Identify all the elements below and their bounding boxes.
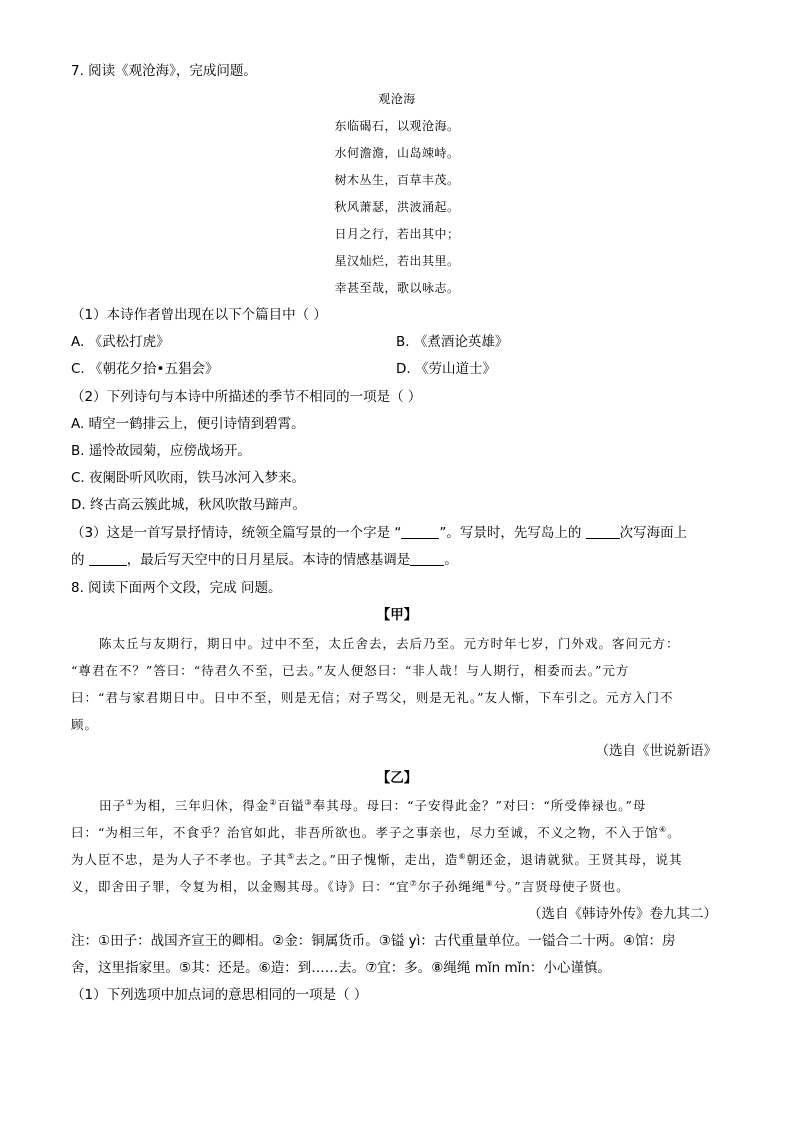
passage-text: 去之。”田子愧惭，走出，造 [295,852,459,867]
poem-line: 东临碣石，以观沧海。 [334,119,460,133]
passage-yi-heading: 【乙】 [376,770,418,786]
passage-text: 兮。”言贤母使子贤也。 [493,879,630,894]
passage-line: 陈太丘与友期行，期日中。过中不至，太丘舍去，去后乃至。元方时年七岁，门外戏。客问元方： [99,636,680,651]
poem-line: 幸甚至哉，歌以咏志。 [334,281,460,295]
q7-sub1-option-d[interactable]: D. 《劳山道士》 [396,361,496,377]
q7-sub3-line1 [71,524,687,542]
q7-sub2-option-d[interactable]: D. 终古高云簇此城，秋风吹散马蹄声。 [71,497,306,513]
passage-jia-source: （选自《世说新语》 [595,743,717,759]
passage-text: 奉其母。母曰：“子安得此金？”对曰：“所受俸禄也。”母 [312,798,647,813]
q7-sub2-option-a[interactable]: A. 晴空一鹤排云上，便引诗情到碧霄。 [71,416,305,432]
passage-text: 曰：“为相三年，不食乎？治官如此，非吾所欲也。孝子之事亲也，尽力至诚，不义之物，不入于馆 [71,825,659,840]
passage-text: 田子 [99,798,127,813]
footnote-mark: ① [126,797,135,807]
footnote-mark: ⑤ [287,851,296,861]
q7-sub3-text: ”。写景时，先写岛上的 [439,525,586,541]
q8-sub1-question: （1）下列选项中加点词的意思相同的一项是（ ） [71,987,368,1003]
passage-line [99,796,646,814]
footnote-mark: ④ [658,824,668,834]
q7-sub3-text: ，最后写天空中的日月星辰。本诗的情感基调是 [126,552,411,568]
footnote-mark: ⑦ [409,878,418,888]
passage-text: 为相，三年归休，得金 [134,798,270,813]
passage-jia-heading: 【甲】 [376,607,418,623]
passage-line: 曰：“为相三年，不食乎？治官如此，非吾所欲也。孝子之事亲也，尽力至诚，不义之物，不入于馆④。 [71,824,681,840]
q7-sub1-option-b[interactable]: B. 《煮酒论英雄》 [396,334,509,350]
answer-blank[interactable] [586,524,620,539]
poem-line: 日月之行，若出其中； [334,227,460,241]
passage-line: 顾。 [71,717,99,732]
q7-sub3-text: 的 [71,552,89,568]
q7-sub3-text: （3）这是一首写景抒情诗，统领全篇写景的一个字是 “ [71,525,402,541]
notes-line: 注：①田子：战国齐宣王的卿相。②金：铜属货币。③镒 yì：古代重量单位。一镒合二十两。④馆：房 [71,933,676,949]
q7-sub2-option-c[interactable]: C. 夜阑卧听风吹雨，铁马冰河入梦来。 [71,470,306,486]
passage-line: 曰：“君与家君期日中。日中不至，则是无信；对子骂父，则是无礼。”友人惭，下车引之。元方入门不 [71,690,674,705]
poem-line: 秋风萧瑟，洪波涌起。 [334,200,460,214]
q7-sub3-text: 。 [444,552,458,568]
passage-text: 朝还金，退请就狱。王贤其母，说其 [466,852,683,867]
q7-sub3-line2 [71,551,458,569]
footnote-mark: ⑧ [485,878,494,888]
passage-text: 义，即舍田子罪，令复为相，以金赐其母。《诗》曰：“宜 [71,879,410,894]
footnote-mark: ② [269,797,278,807]
poem-line: 树木丛生，百草丰茂。 [334,173,460,187]
q7-sub1-option-c[interactable]: C. 《朝花夕拾•五猖会》 [71,361,219,377]
notes-line: 舍，这里指家里。⑤其：还是。⑥造：到……去。⑦宜：多。⑧绳绳 mǐn mǐn：小心谨慎。 [71,960,611,976]
passage-line [71,850,683,868]
q7-sub1-option-a[interactable]: A. 《武松打虎》 [71,334,170,350]
passage-yi-source: （选自《韩诗外传》卷九其二） [528,906,717,922]
passage-line: “尊君在不？”答曰：“待君久不至，已去。”友人便怒曰：“非人哉！与人期行，相委而去。”元方 [71,663,630,678]
q8-stem: 8. 阅读下面两个文段，完成 问题。 [71,580,282,596]
passage-text: 尔子孙绳绳 [417,879,486,894]
passage-text: 百镒 [277,798,305,813]
footnote-mark: ③ [304,797,313,807]
q7-sub1-question: （1）本诗作者曾出现在以下个篇目中（ ） [71,307,327,323]
passage-text: 为人臣不忠，是为人子不孝也。子其 [71,852,288,867]
q7-sub2-option-b[interactable]: B. 遥怜故园菊，应傍战场开。 [71,443,251,459]
footnote-mark: ⑥ [458,851,467,861]
answer-blank[interactable] [401,524,439,539]
q7-sub3-text: 次写海面上 [619,525,688,541]
answer-blank[interactable] [89,551,127,566]
passage-line [71,877,630,895]
answer-blank[interactable] [410,551,444,566]
q7-sub2-question: （2）下列诗句与本诗中所描述的季节不相同的一项是（ ） [71,389,422,405]
poem-line: 星汉灿烂，若出其里。 [334,254,460,268]
poem-line: 水何澹澹，山岛竦峙。 [334,146,460,160]
q7-stem: 7. 阅读《观沧海》，完成问题。 [71,63,257,79]
poem-title: 观沧海 [378,92,416,106]
